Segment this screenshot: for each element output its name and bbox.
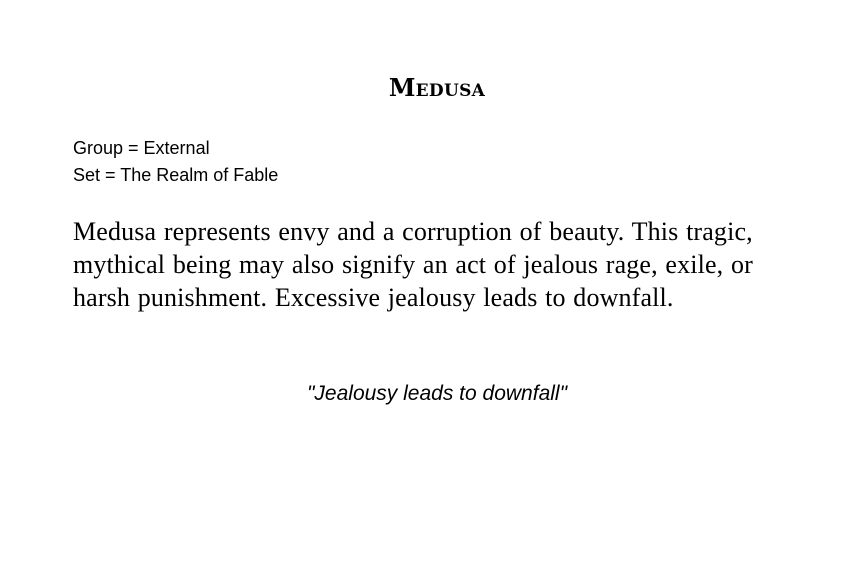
set-line: Set = The Realm of Fable [73,165,279,185]
group-line: Group = External [73,138,210,158]
card-quote: "Jealousy leads to downfall" [306,382,568,405]
card-metadata [73,135,278,189]
card-description: Medusa represents envy and a corruption of beauty. This tragic, mythical being may also signify an act of jealous rage, exile, or harsh punishment. Excessive jealousy leads to downfall. [73,217,753,312]
card-title: Medusa [388,73,486,102]
